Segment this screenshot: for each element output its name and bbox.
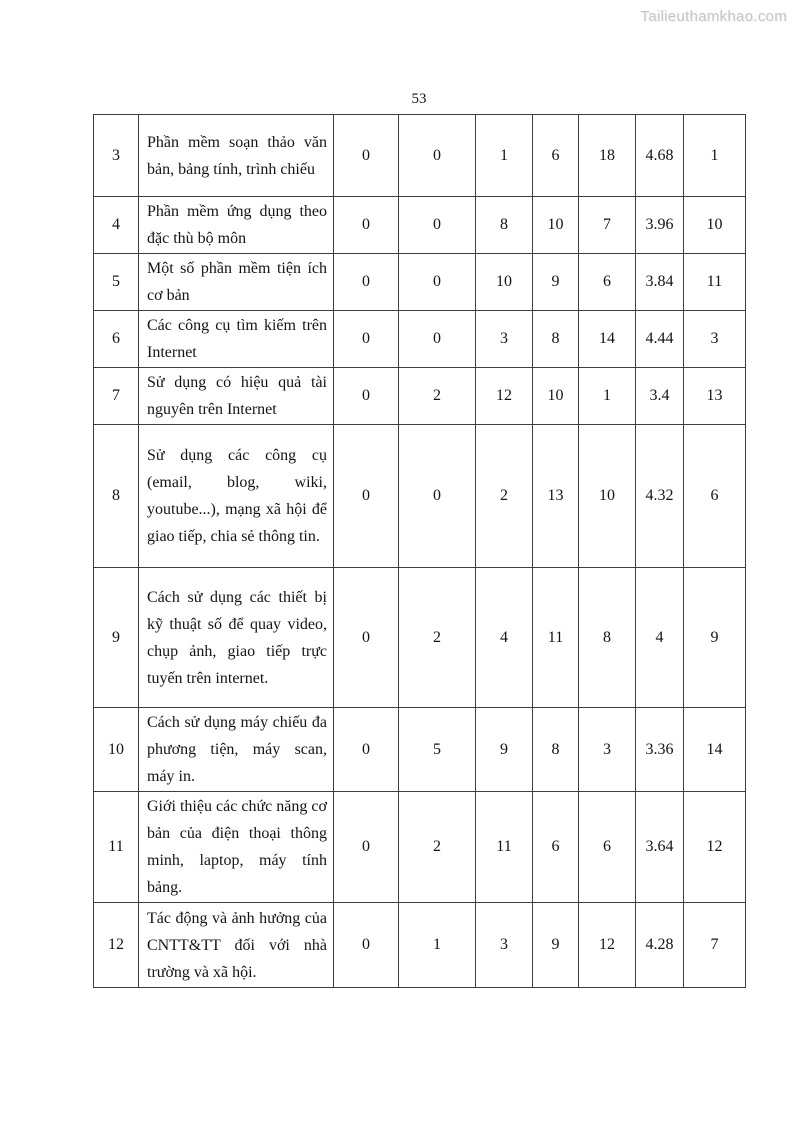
score-3-count-cell: 9 <box>476 708 533 792</box>
row-number-cell: 8 <box>94 425 139 568</box>
score-3-count-cell: 4 <box>476 568 533 708</box>
row-description-cell: Cách sử dụng các thiết bị kỹ thuật số để quay video, chụp ảnh, giao tiếp trực tuyến trên internet. <box>139 568 334 708</box>
score-2-count-cell: 1 <box>399 903 476 988</box>
row-number-cell: 9 <box>94 568 139 708</box>
rank-cell: 7 <box>684 903 746 988</box>
score-3-count-cell: 10 <box>476 254 533 311</box>
row-description-cell: Một số phần mềm tiện ích cơ bản <box>139 254 334 311</box>
row-description-cell: Phần mềm ứng dụng theo đặc thù bộ môn <box>139 197 334 254</box>
row-description-cell: Sử dụng có hiệu quả tài nguyên trên Internet <box>139 368 334 425</box>
score-1-count-cell: 0 <box>334 368 399 425</box>
table-row <box>94 568 746 708</box>
score-3-count-cell: 11 <box>476 792 533 903</box>
rank-cell: 6 <box>684 425 746 568</box>
average-score-cell: 3.96 <box>636 197 684 254</box>
score-2-count-cell: 0 <box>399 115 476 197</box>
row-description-cell: Sử dụng các công cụ (email, blog, wiki, youtube...), mạng xã hội để giao tiếp, chia sẻ thông tin. <box>139 425 334 568</box>
average-score-cell: 3.36 <box>636 708 684 792</box>
table-row <box>94 708 746 792</box>
score-1-count-cell: 0 <box>334 568 399 708</box>
rank-cell: 3 <box>684 311 746 368</box>
score-2-count-cell: 0 <box>399 254 476 311</box>
average-score-cell: 4.68 <box>636 115 684 197</box>
score-3-count-cell: 12 <box>476 368 533 425</box>
score-5-count-cell: 3 <box>579 708 636 792</box>
table-row <box>94 368 746 425</box>
score-4-count-cell: 10 <box>533 197 579 254</box>
rank-cell: 14 <box>684 708 746 792</box>
table-row <box>94 792 746 903</box>
score-1-count-cell: 0 <box>334 792 399 903</box>
score-4-count-cell: 6 <box>533 792 579 903</box>
score-5-count-cell: 1 <box>579 368 636 425</box>
score-2-count-cell: 2 <box>399 568 476 708</box>
table-row <box>94 425 746 568</box>
average-score-cell: 4 <box>636 568 684 708</box>
score-1-count-cell: 0 <box>334 708 399 792</box>
score-4-count-cell: 9 <box>533 903 579 988</box>
row-number-cell: 4 <box>94 197 139 254</box>
score-2-count-cell: 0 <box>399 425 476 568</box>
rank-cell: 9 <box>684 568 746 708</box>
score-3-count-cell: 3 <box>476 311 533 368</box>
score-3-count-cell: 3 <box>476 903 533 988</box>
survey-results-table <box>93 114 746 988</box>
score-5-count-cell: 6 <box>579 792 636 903</box>
score-4-count-cell: 6 <box>533 115 579 197</box>
score-2-count-cell: 0 <box>399 311 476 368</box>
average-score-cell: 4.28 <box>636 903 684 988</box>
score-4-count-cell: 8 <box>533 708 579 792</box>
score-1-count-cell: 0 <box>334 425 399 568</box>
score-4-count-cell: 11 <box>533 568 579 708</box>
rank-cell: 1 <box>684 115 746 197</box>
row-description-cell: Cách sử dụng máy chiếu đa phương tiện, máy scan, máy in. <box>139 708 334 792</box>
score-5-count-cell: 7 <box>579 197 636 254</box>
row-number-cell: 11 <box>94 792 139 903</box>
score-5-count-cell: 8 <box>579 568 636 708</box>
average-score-cell: 4.32 <box>636 425 684 568</box>
score-1-count-cell: 0 <box>334 254 399 311</box>
row-description-cell: Tác động và ảnh hưởng của CNTT&TT đối với nhà trường và xã hội. <box>139 903 334 988</box>
row-number-cell: 12 <box>94 903 139 988</box>
score-1-count-cell: 0 <box>334 115 399 197</box>
row-description-cell: Giới thiệu các chức năng cơ bản của điện thoại thông minh, laptop, máy tính bảng. <box>139 792 334 903</box>
row-number-cell: 6 <box>94 311 139 368</box>
score-2-count-cell: 0 <box>399 197 476 254</box>
score-2-count-cell: 2 <box>399 792 476 903</box>
score-5-count-cell: 6 <box>579 254 636 311</box>
row-number-cell: 7 <box>94 368 139 425</box>
row-number-cell: 3 <box>94 115 139 197</box>
score-2-count-cell: 2 <box>399 368 476 425</box>
score-3-count-cell: 8 <box>476 197 533 254</box>
table-row <box>94 115 746 197</box>
average-score-cell: 3.4 <box>636 368 684 425</box>
page-number: 53 <box>411 91 427 107</box>
score-5-count-cell: 10 <box>579 425 636 568</box>
rank-cell: 11 <box>684 254 746 311</box>
row-description-cell: Các công cụ tìm kiếm trên Internet <box>139 311 334 368</box>
survey-results-table-body <box>94 115 746 988</box>
score-4-count-cell: 10 <box>533 368 579 425</box>
average-score-cell: 3.64 <box>636 792 684 903</box>
score-3-count-cell: 2 <box>476 425 533 568</box>
average-score-cell: 3.84 <box>636 254 684 311</box>
score-5-count-cell: 14 <box>579 311 636 368</box>
score-2-count-cell: 5 <box>399 708 476 792</box>
score-4-count-cell: 8 <box>533 311 579 368</box>
row-number-cell: 5 <box>94 254 139 311</box>
score-4-count-cell: 9 <box>533 254 579 311</box>
score-1-count-cell: 0 <box>334 311 399 368</box>
table-row <box>94 903 746 988</box>
rank-cell: 13 <box>684 368 746 425</box>
rank-cell: 10 <box>684 197 746 254</box>
average-score-cell: 4.44 <box>636 311 684 368</box>
score-5-count-cell: 12 <box>579 903 636 988</box>
score-1-count-cell: 0 <box>334 197 399 254</box>
score-4-count-cell: 13 <box>533 425 579 568</box>
table-row <box>94 254 746 311</box>
row-description-cell: Phần mềm soạn thảo văn bản, bảng tính, trình chiếu <box>139 115 334 197</box>
score-5-count-cell: 18 <box>579 115 636 197</box>
table-row <box>94 311 746 368</box>
row-number-cell: 10 <box>94 708 139 792</box>
score-1-count-cell: 0 <box>334 903 399 988</box>
score-3-count-cell: 1 <box>476 115 533 197</box>
table-row <box>94 197 746 254</box>
rank-cell: 12 <box>684 792 746 903</box>
watermark-text: Tailieuthamkhao.com <box>640 8 787 25</box>
